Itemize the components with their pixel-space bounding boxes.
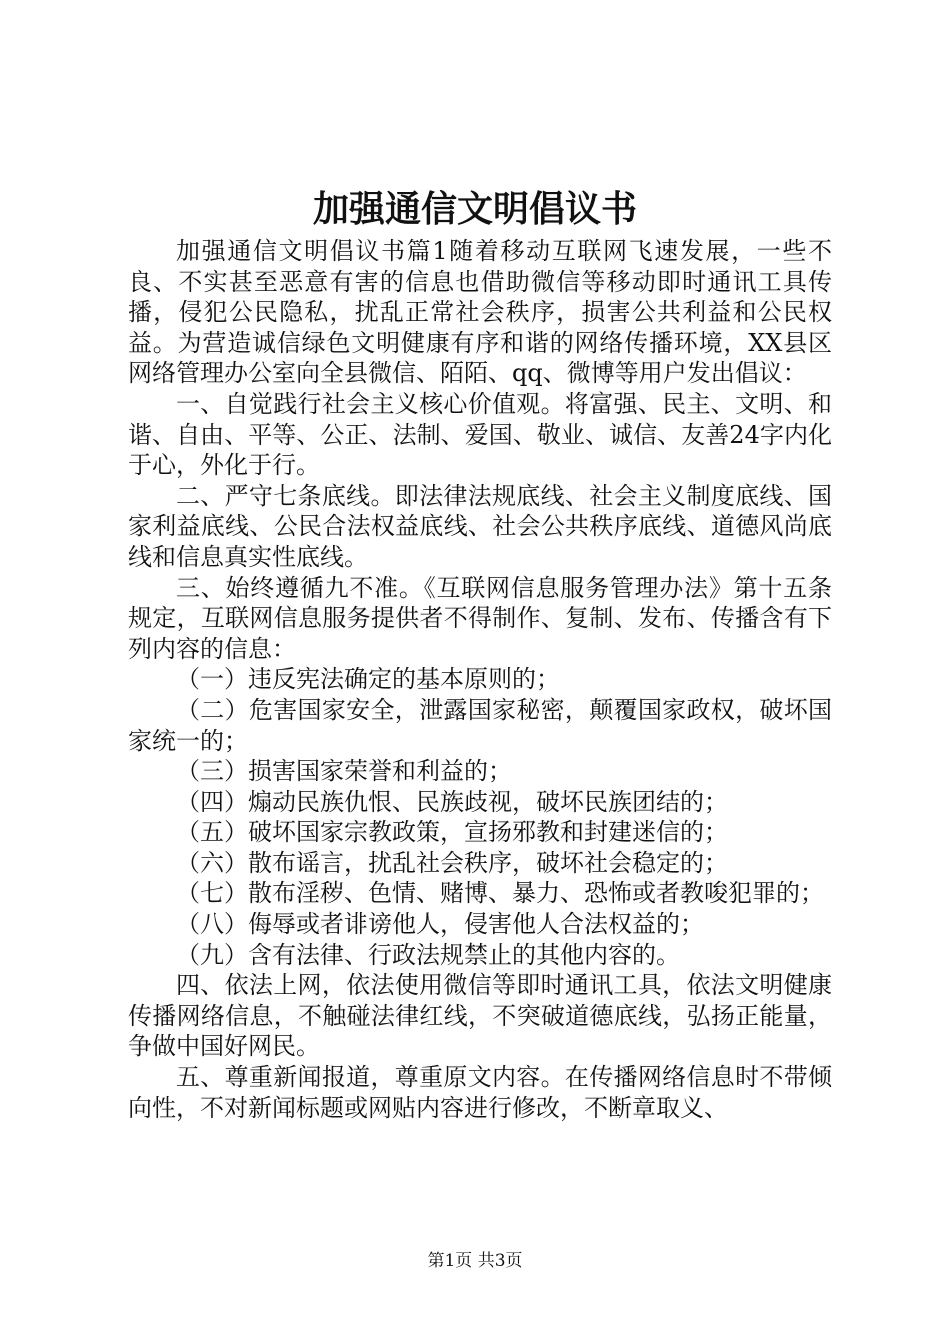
list-item: （八）侮辱或者诽谤他人，侵害他人合法权益的； [176,910,704,939]
paragraph-item-1: 一、自觉践行社会主义核心价值观。将富强、民主、文明、和谐、自由、平等、公正、法制、爱国、敬业、诚信、友善24字内化于心，外化于行。 [128,389,832,480]
page-number-footer: 第1页 共3页 [427,1251,523,1271]
paragraph-item-2: 二、严守七条底线。即法律法规底线、社会主义制度底线、国家利益底线、公民合法权益底线、社会公共秩序底线、道德风尚底线和信息真实性底线。 [128,481,832,571]
paragraph-item-5: 五、尊重新闻报道，尊重原文内容。在传播网络信息时不带倾向性，不对新闻标题或网贴内容进行修改，不断章取义、 [128,1063,832,1122]
paragraph-item-3: 三、始终遵循九不准。《互联网信息服务管理办法》第十五条规定，互联网信息服务提供者不得制作、复制、发布、传播含有下列内容的信息： [128,573,832,663]
list-item: （六）散布谣言，扰乱社会秩序，破坏社会稳定的； [176,848,728,877]
list-item: （七）散布淫秽、色情、赌博、暴力、恐怖或者教唆犯罪的； [176,879,824,908]
document-title: 加强通信文明倡议书 [312,188,637,230]
paragraph-item-4: 四、依法上网，依法使用微信等即时通讯工具，依法文明健康传播网络信息，不触碰法律红线，不突破道德底线，弘扬正能量，争做中国好网民。 [128,971,832,1061]
list-item: （三）损害国家荣誉和利益的； [176,757,512,786]
list-item: （五）破坏国家宗教政策，宣扬邪教和封建迷信的； [176,818,728,847]
list-item: （二）危害国家安全，泄露国家秘密，颠覆国家政权，破坏国家统一的； [128,695,832,755]
list-item: （九）含有法律、行政法规禁止的其他内容的。 [176,940,680,969]
paragraph-intro: 加强通信文明倡议书篇1随着移动互联网飞速发展，一些不良、不实甚至恶意有害的信息也借助微信等移动即时通讯工具传播，侵犯公民隐私，扰乱正常社会秩序，损害公共利益和公民权益。为营造诚信绿色文明健康有序和谐的网络传播环境，XX县区网络管理办公室向全县微信、陌陌、qq、微博等用户发出倡议： [128,237,832,388]
list-item: （一）违反宪法确定的基本原则的； [176,665,560,694]
list-item: （四）煽动民族仇恨、民族歧视，破坏民族团结的； [176,787,728,816]
document-body [128,236,832,1123]
